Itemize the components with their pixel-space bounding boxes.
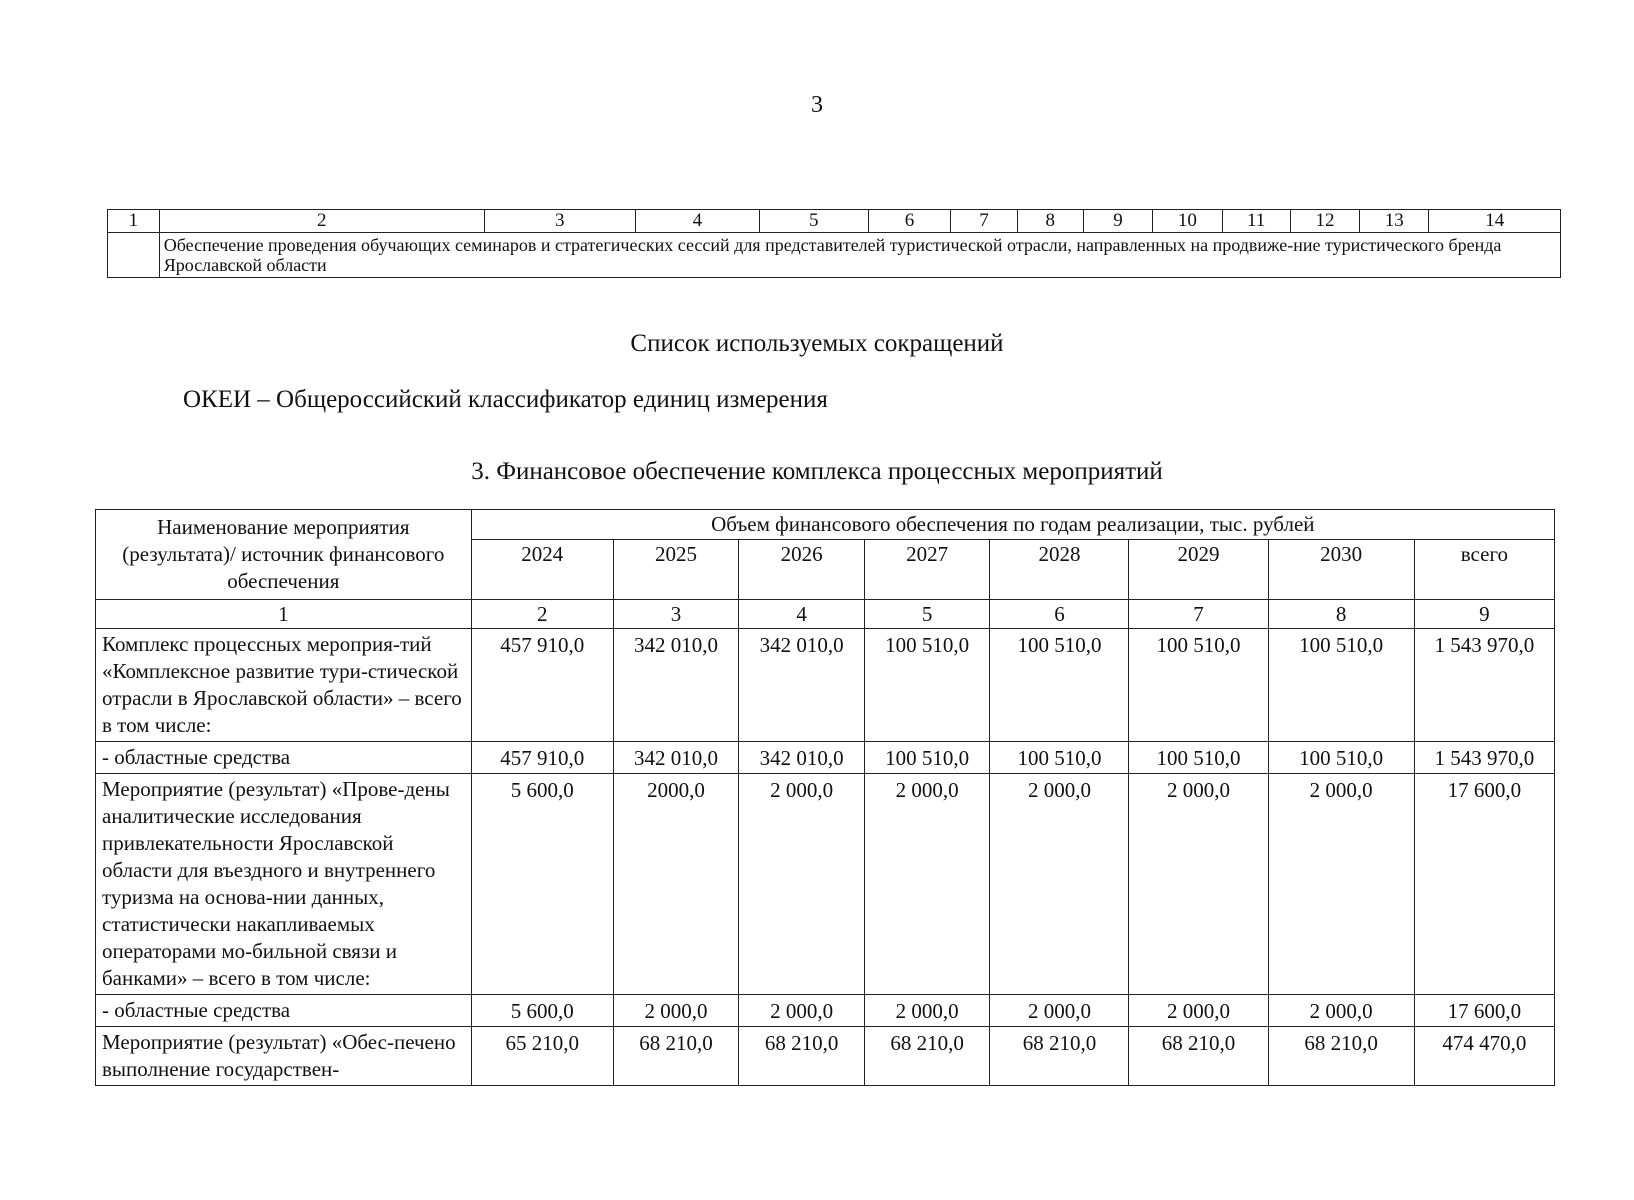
column-number: 6 <box>868 210 951 233</box>
table-row <box>96 742 1555 774</box>
column-number: 8 <box>1017 210 1083 233</box>
value-cell: 65 210,0 <box>471 1027 613 1086</box>
value-cell: 2 000,0 <box>990 995 1129 1027</box>
year-header: 2027 <box>864 539 990 599</box>
column-number: 5 <box>759 210 868 233</box>
value-cell: 2 000,0 <box>1129 995 1268 1027</box>
column-number: 2 <box>471 600 613 629</box>
value-cell: 68 210,0 <box>990 1027 1129 1086</box>
year-header: 2028 <box>990 539 1129 599</box>
value-cell: 2000,0 <box>613 774 739 995</box>
column-number: 10 <box>1153 210 1222 233</box>
total-header: всего <box>1414 539 1554 599</box>
value-cell: 342 010,0 <box>739 629 865 742</box>
value-cell: 100 510,0 <box>1268 629 1414 742</box>
table-row <box>96 774 1555 995</box>
column-number: 14 <box>1429 210 1561 233</box>
column-number: 7 <box>1129 600 1268 629</box>
column-number: 1 <box>108 210 160 233</box>
section-title: 3. Финансовое обеспечение комплекса процессных мероприятий <box>471 458 1163 485</box>
value-cell: 100 510,0 <box>864 629 990 742</box>
total-cell: 1 543 970,0 <box>1414 629 1554 742</box>
row-label: Мероприятие (результат) «Прове-дены аналитические исследования привлекательности Ярославской области для въездного и внутреннего туризма на основа-нии данных, статистически накапливаемых операторами мо-бильной связи и банками» – всего в том числе: <box>96 774 472 995</box>
row-label: Мероприятие (результат) «Обес-печено выполнение государствен- <box>96 1027 472 1086</box>
top-table <box>107 209 1561 278</box>
column-number: 2 <box>159 210 484 233</box>
column-number: 1 <box>96 600 472 629</box>
row-label: Комплекс процессных мероприя-тий «Комплексное развитие тури-стической отрасли в Ярославской области» – всего в том числе: <box>96 629 472 742</box>
value-cell: 100 510,0 <box>1129 629 1268 742</box>
value-cell: 5 600,0 <box>471 995 613 1027</box>
year-header: 2030 <box>1268 539 1414 599</box>
value-cell: 2 000,0 <box>739 774 865 995</box>
column-number: 7 <box>951 210 1017 233</box>
value-cell: 68 210,0 <box>739 1027 865 1086</box>
total-cell: 17 600,0 <box>1414 995 1554 1027</box>
value-cell: 100 510,0 <box>990 742 1129 774</box>
value-cell: 2 000,0 <box>1268 774 1414 995</box>
column-number: 4 <box>739 600 865 629</box>
header-name-cell: Наименование мероприятия (результата)/ источник финансового обеспечения <box>96 510 472 600</box>
column-number: 13 <box>1360 210 1429 233</box>
column-number: 11 <box>1222 210 1290 233</box>
abbreviations-title: Список используемых сокращений <box>630 330 1004 357</box>
row-label: - областные средства <box>96 742 472 774</box>
value-cell: 457 910,0 <box>471 629 613 742</box>
value-cell: 2 000,0 <box>990 774 1129 995</box>
finance-table <box>95 509 1555 1086</box>
total-cell: 474 470,0 <box>1414 1027 1554 1086</box>
column-number: 9 <box>1414 600 1554 629</box>
value-cell: 68 210,0 <box>1268 1027 1414 1086</box>
year-header: 2024 <box>471 539 613 599</box>
year-header: 2026 <box>739 539 865 599</box>
value-cell: 342 010,0 <box>613 629 739 742</box>
column-number: 3 <box>484 210 635 233</box>
total-cell: 1 543 970,0 <box>1414 742 1554 774</box>
value-cell: 68 210,0 <box>1129 1027 1268 1086</box>
value-cell: 342 010,0 <box>739 742 865 774</box>
column-number: 4 <box>635 210 759 233</box>
year-header: 2025 <box>613 539 739 599</box>
top-table-column-numbers <box>108 210 1561 233</box>
value-cell: 100 510,0 <box>990 629 1129 742</box>
value-cell: 2 000,0 <box>1129 774 1268 995</box>
value-cell: 100 510,0 <box>1129 742 1268 774</box>
value-cell: 100 510,0 <box>864 742 990 774</box>
table-row <box>96 629 1555 742</box>
column-number: 6 <box>990 600 1129 629</box>
year-header: 2029 <box>1129 539 1268 599</box>
finance-table-column-numbers <box>96 600 1555 629</box>
top-table-row-text: Обеспечение проведения обучающих семинаров и стратегических сессий для представителей туристической отрасли, направленных на продвиже-ние туристического бренда Ярославской области <box>159 233 1560 278</box>
column-number: 8 <box>1268 600 1414 629</box>
total-cell: 17 600,0 <box>1414 774 1554 995</box>
value-cell: 100 510,0 <box>1268 742 1414 774</box>
row-label: - областные средства <box>96 995 472 1027</box>
value-cell: 342 010,0 <box>613 742 739 774</box>
header-group-cell: Объем финансового обеспечения по годам реализации, тыс. рублей <box>471 510 1554 540</box>
value-cell: 68 210,0 <box>613 1027 739 1086</box>
value-cell: 2 000,0 <box>864 995 990 1027</box>
page-number: 3 <box>811 92 823 118</box>
table-row <box>96 1027 1555 1086</box>
column-number: 12 <box>1290 210 1359 233</box>
value-cell: 2 000,0 <box>739 995 865 1027</box>
column-number: 9 <box>1083 210 1152 233</box>
finance-table-header-row <box>96 510 1555 540</box>
value-cell: 2 000,0 <box>613 995 739 1027</box>
empty-cell <box>108 233 160 278</box>
table-row <box>96 995 1555 1027</box>
column-number: 3 <box>613 600 739 629</box>
value-cell: 5 600,0 <box>471 774 613 995</box>
value-cell: 2 000,0 <box>1268 995 1414 1027</box>
value-cell: 2 000,0 <box>864 774 990 995</box>
value-cell: 457 910,0 <box>471 742 613 774</box>
column-number: 5 <box>864 600 990 629</box>
abbreviation-entry: ОКЕИ – Общероссийский классификатор единиц измерения <box>183 386 828 413</box>
value-cell: 68 210,0 <box>864 1027 990 1086</box>
top-table-row <box>108 233 1561 278</box>
